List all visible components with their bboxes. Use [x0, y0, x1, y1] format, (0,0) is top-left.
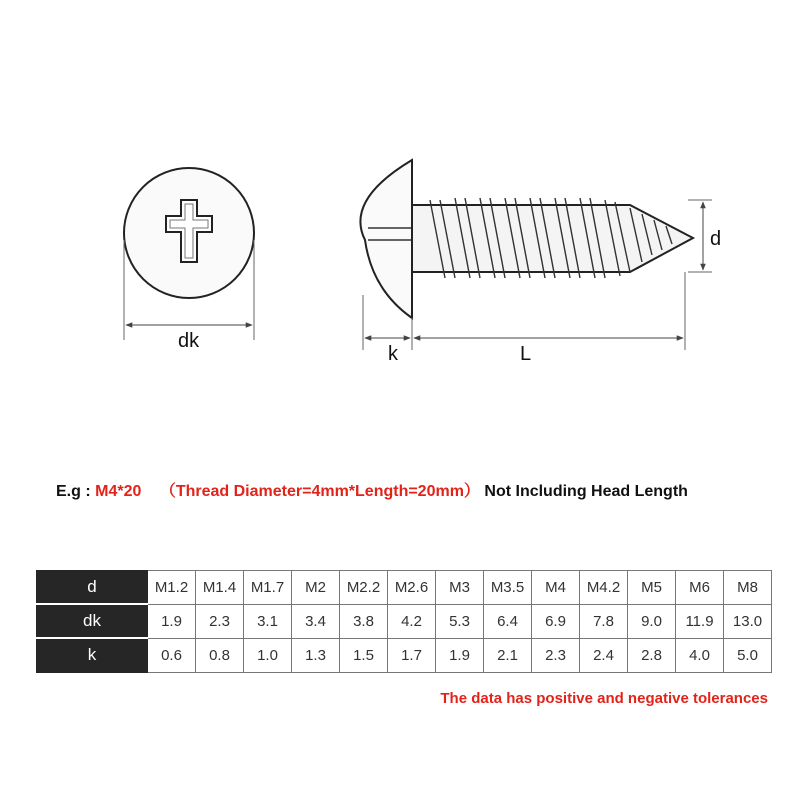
- tolerance-note: The data has positive and negative tolerances: [440, 690, 768, 707]
- table-row: [37, 604, 772, 638]
- table-cell: 3.8: [340, 604, 388, 638]
- table-cell: 1.5: [340, 638, 388, 672]
- table-cell: M1.2: [148, 571, 196, 605]
- row-header: d: [37, 571, 148, 605]
- table-cell: 6.9: [532, 604, 580, 638]
- screw-side-view: [360, 160, 712, 350]
- row-header: k: [37, 638, 148, 672]
- table-row: [37, 571, 772, 605]
- table-cell: 0.6: [148, 638, 196, 672]
- table-cell: 5.0: [724, 638, 772, 672]
- table-cell: M2.2: [340, 571, 388, 605]
- table-cell: M3.5: [484, 571, 532, 605]
- table-cell: 0.8: [196, 638, 244, 672]
- table-cell: M2: [292, 571, 340, 605]
- d-dimension-label: d: [710, 228, 722, 250]
- example-note: Not Including Head Length: [484, 483, 688, 500]
- table-cell: M5: [628, 571, 676, 605]
- L-dimension-label: L: [520, 343, 532, 365]
- table-cell: 11.9: [676, 604, 724, 638]
- table-cell: 13.0: [724, 604, 772, 638]
- row-header: dk: [37, 604, 148, 638]
- example-description: （Thread Diameter=4mm*Length=20mm）: [159, 483, 480, 500]
- head-top-view: [124, 168, 254, 340]
- table-cell: M1.7: [244, 571, 292, 605]
- table-cell: 1.9: [148, 604, 196, 638]
- table-cell: M2.6: [388, 571, 436, 605]
- table-cell: 1.9: [436, 638, 484, 672]
- table-cell: M4.2: [580, 571, 628, 605]
- table-cell: 2.4: [580, 638, 628, 672]
- table-cell: M4: [532, 571, 580, 605]
- table-cell: 5.3: [436, 604, 484, 638]
- table-cell: 6.4: [484, 604, 532, 638]
- dk-dimension-label: dk: [178, 330, 200, 352]
- table-cell: M1.4: [196, 571, 244, 605]
- table-row: [37, 638, 772, 672]
- example-label: E.g :: [56, 483, 91, 500]
- table-cell: 2.1: [484, 638, 532, 672]
- table-cell: 1.7: [388, 638, 436, 672]
- table-cell: M3: [436, 571, 484, 605]
- table-cell: 3.4: [292, 604, 340, 638]
- table-cell: 1.0: [244, 638, 292, 672]
- table-cell: 3.1: [244, 604, 292, 638]
- table-cell: M6: [676, 571, 724, 605]
- table-cell: 2.3: [532, 638, 580, 672]
- table-cell: 2.3: [196, 604, 244, 638]
- table-cell: M8: [724, 571, 772, 605]
- table-cell: 7.8: [580, 604, 628, 638]
- example-model: M4*20: [95, 483, 142, 500]
- k-dimension-label: k: [388, 343, 398, 365]
- table-cell: 1.3: [292, 638, 340, 672]
- table-cell: 4.2: [388, 604, 436, 638]
- table-cell: 4.0: [676, 638, 724, 672]
- table-cell: 2.8: [628, 638, 676, 672]
- example-line: [56, 478, 776, 506]
- table-cell: 9.0: [628, 604, 676, 638]
- spec-table: [36, 570, 772, 673]
